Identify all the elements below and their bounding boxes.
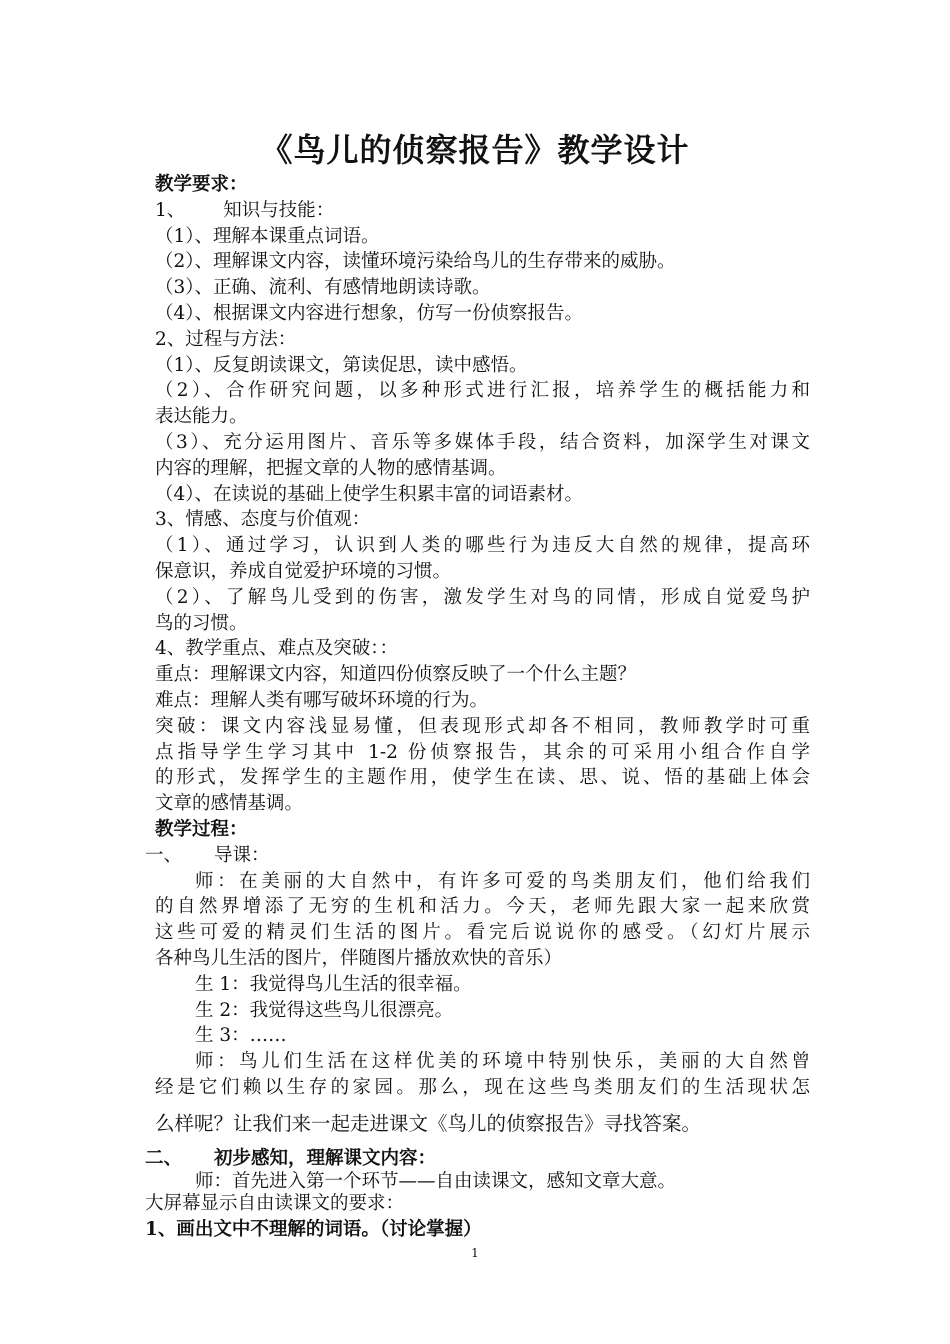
list-item-line: （2）、合作研究问题，以多种形式进行汇报，培养学生的概括能力和	[155, 380, 810, 402]
key-point-text: 重点：理解课文内容，知道四份侦察反映了一个什么主题？	[155, 664, 637, 686]
list-item: （1）、反复朗读课文，第读促思，读中感悟。	[155, 354, 528, 376]
paragraph-line: 师：首先进入第一个环节——自由读课文，感知文章大意。	[195, 1171, 677, 1193]
breakthrough-line: 突破：课文内容浅显易懂，但表现形式却各不相同，教师教学时可重	[155, 715, 810, 737]
list-item-line: 保意识，养成自觉爱护环境的习惯。	[155, 560, 452, 582]
list-item-line: （3）、充分运用图片、音乐等多媒体手段，结合资料，加深学生对课文	[155, 431, 810, 453]
list-item: （3）、正确、流利、有感情地朗读诗歌。	[155, 277, 491, 299]
student-response: 生 2：我觉得这些鸟儿很漂亮。	[195, 999, 454, 1021]
document-title: 《鸟儿的侦察报告》教学设计	[260, 131, 690, 169]
paragraph-line: 的自然界增添了无穷的生机和活力。今天，老师先跟大家一起来欣赏	[155, 896, 810, 918]
student-response: 生 1：我觉得鸟儿生活的很幸福。	[195, 973, 472, 995]
paragraph-line: 大屏幕显示自由读课文的要求：	[145, 1193, 405, 1215]
part-number: 二、	[145, 1148, 183, 1170]
part-label: 初步感知，理解课文内容：	[214, 1148, 437, 1170]
part-number: 一、	[145, 844, 183, 866]
list-item-line: （2）、了解鸟儿受到的伤害，激发学生对鸟的同情，形成自觉爱鸟护	[155, 586, 810, 608]
list-item: （2）、理解课文内容，读懂环境污染给鸟儿的生存带来的威胁。	[155, 251, 676, 273]
breakthrough-line: 文章的感情基调。	[155, 793, 304, 815]
section-heading-requirements: 教学要求：	[155, 174, 248, 195]
breakthrough-line: 的形式，发挥学生的主题作用，使学生在读、思、说、悟的基础上体会	[155, 767, 810, 789]
paragraph-line: 这些可爱的精灵们生活的图片。看完后说说你的感受。（幻灯片展示	[155, 922, 810, 944]
list-item-line: 内容的理解，把握文章的人物的感情基调。	[155, 457, 507, 479]
section-heading-process: 教学过程：	[155, 818, 248, 840]
list-item: （4）、根据课文内容进行想象，仿写一份侦察报告。	[155, 302, 584, 324]
subsection-heading-process: 2、过程与方法：	[155, 328, 297, 350]
paragraph-line: 师：在美丽的大自然中，有许多可爱的鸟类朋友们，他们给我们	[195, 870, 810, 892]
subsection-heading-values: 3、情感、态度与价值观：	[155, 509, 371, 531]
list-item: （4）、在读说的基础上使学生积累丰富的词语素材。	[155, 483, 584, 505]
list-item-line: 表达能力。	[155, 406, 248, 428]
list-item: （1）、理解本课重点词语。	[155, 225, 380, 247]
document-body	[145, 172, 810, 1243]
breakthrough-line: 点指导学生学习其中 1-2 份侦察报告，其余的可采用小组合作自学	[155, 741, 810, 763]
paragraph-line: 各种鸟儿生活的图片，伴随图片播放欢快的音乐）	[155, 947, 563, 969]
page-number: 1	[471, 1246, 479, 1260]
difficulty-text: 难点：理解人类有哪写破坏环境的行为。	[155, 689, 489, 711]
part-label: 导课：	[214, 844, 270, 866]
subsection-heading-knowledge	[155, 198, 810, 224]
task-item: 1、画出文中不理解的词语。（讨论掌握）	[145, 1218, 482, 1240]
subsection-number: 1、	[155, 199, 186, 221]
paragraph-line: 么样呢？让我们来一起走进课文《鸟儿的侦察报告》寻找答案。	[155, 1111, 702, 1135]
paragraph-line: 经是它们赖以生存的家园。那么，现在这些鸟类朋友们的生活现状怎	[155, 1076, 810, 1098]
paragraph-line: 师：鸟儿们生活在这样优美的环境中特别快乐，美丽的大自然曾	[195, 1051, 810, 1073]
list-item-line: （1）、通过学习，认识到人类的哪些行为违反大自然的规律，提高环	[155, 535, 810, 557]
part-heading-intro	[145, 843, 810, 869]
student-response: 生 3：……	[195, 1025, 287, 1047]
list-item-line: 鸟的习惯。	[155, 612, 248, 634]
subsection-heading-key-points: 4、教学重点、难点及突破：：	[155, 638, 399, 660]
subsection-label: 知识与技能：	[223, 199, 335, 221]
